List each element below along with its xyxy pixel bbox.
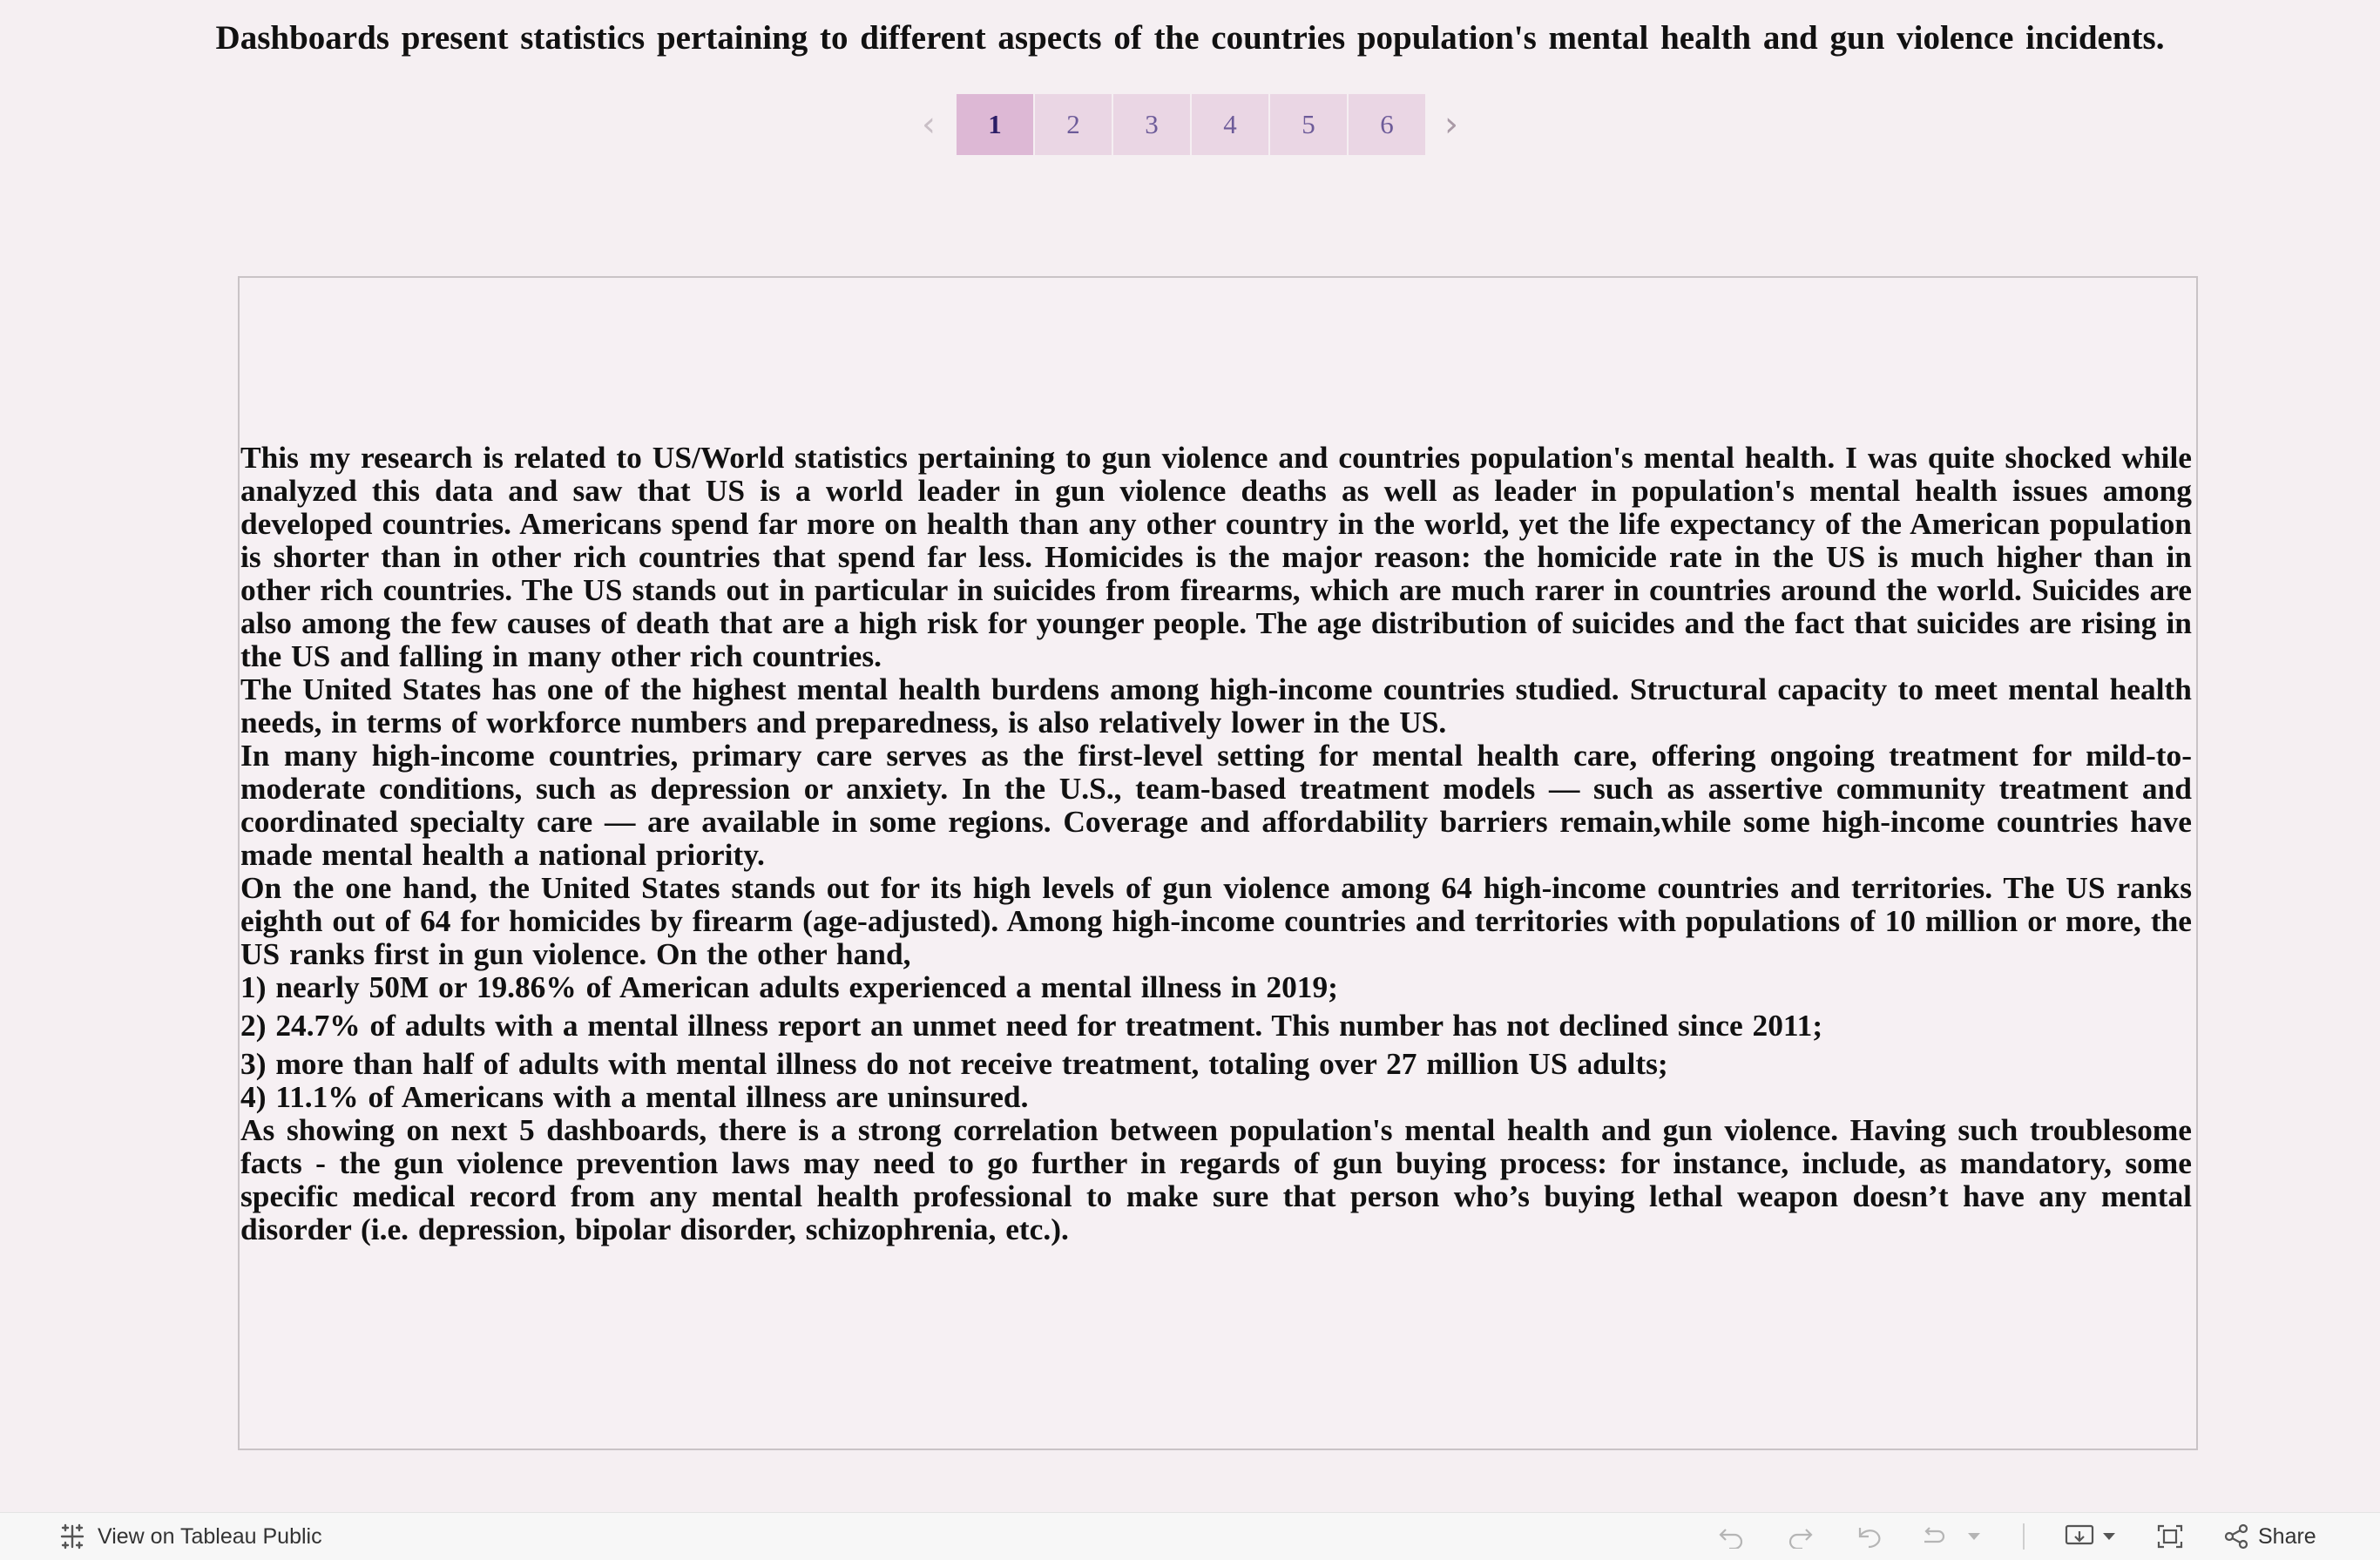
story-list-item-1: 1) nearly 50M or 19.86% of American adults experienced a mental illness in 2019; [240,969,1338,1004]
download-icon[interactable] [2065,1523,2120,1550]
dropdown-icon[interactable] [1964,1523,1984,1550]
page-title: Dashboards present statistics pertaining to different aspects of the countries population's mental health and gun violence incidents. [215,19,2165,57]
story-pagination [913,94,1467,155]
chevron-right-icon[interactable]: › [1444,105,1458,145]
fullscreen-icon[interactable] [2155,1523,2185,1550]
story-list-item-3: 3) more than half of adults with mental illness do not receive treatment, totaling over 27 million US adults; [240,1046,1668,1081]
page-button-4[interactable]: 4 [1192,94,1268,155]
story-text [240,441,2192,1246]
share-icon [2223,1523,2249,1550]
refresh-icon[interactable] [1918,1523,1948,1550]
revert-icon[interactable] [1856,1523,1885,1550]
story-paragraph-4: On the one hand, the United States stands out for its high levels of gun violence among 64 high-income countries and territories. The US ranks eighth out of 64 for homicides by firearm (age-adjusted). Among high-income countries and territories with populations of 10 million or more, the US ranks first in gun violence. On the other hand, [240,870,2192,971]
page-button-3[interactable]: 3 [1113,94,1190,155]
redo-icon[interactable] [1786,1523,1815,1550]
view-on-tableau-public-link[interactable] [57,1522,322,1551]
toolbar-divider [2023,1523,2025,1550]
story-text-panel [238,276,2198,1450]
story-paragraph-3: In many high-income countries, primary care serves as the first-level setting for mental health care, offering ongoing treatment for mild-to-moderate conditions, such as depression or anxiety. In the U.S., team-based treatment models — such as assertive community treatment and coordinated specialty care — are available in some regions. Coverage and affordability barriers remain,while some high-income countries have made mental health a national priority. [240,738,2192,872]
story-paragraph-1: This my research is related to US/World statistics pertaining to gun violence and countries population's mental health. I was quite shocked while analyzed this data and saw that US is a world leader in gun violence deaths as well as leader in population's mental health issues among developed countries. Americans spend far more on health than any other country in the world, yet the life expectancy of the American population is shorter than in other rich countries that spend far less. Homicides is the major reason: the homicide rate in the US is much higher than in other rich countries. The US stands out in particular in suicides from firearms, which are much rarer in countries around the world. Suicides are also among the few causes of death that are a high risk for younger people. The age distribution of suicides and the fact that suicides are rising in the US and falling in many other rich countries. [240,440,2192,673]
story-paragraph-2: The United States has one of the highest mental health burdens among high-income countries studied. Structural capacity to meet mental health needs, in terms of workforce numbers and preparedness, is also relatively lower in the US. [240,672,2192,739]
page-button-1[interactable]: 1 [957,94,1033,155]
story-list-item-4: 4) 11.1% of Americans with a mental illness are uninsured. [240,1079,1029,1114]
view-on-tableau-public-label: View on Tableau Public [98,1523,322,1549]
tableau-toolbar [0,1512,2380,1560]
undo-icon[interactable] [1716,1523,1746,1550]
story-list-item-2: 2) 24.7% of adults with a mental illness report an unmet need for treatment. This number has not declined since 2011; [240,1008,1823,1043]
tableau-logo-icon [57,1522,87,1551]
chevron-left-icon[interactable]: ‹ [922,105,936,145]
share-button[interactable] [2223,1522,2316,1551]
story-paragraph-5: As showing on next 5 dashboards, there is a strong correlation between population's mental health and gun violence. Having such troublesome facts - the gun violence prevention laws may need to go further in regards of gun buying process: for instance, include, as mandatory, some specific medical record from any mental health professional to make sure that person who’s buying lethal weapon doesn’t have any mental disorder (i.e. depression, bipolar disorder, schizophrenia, etc.). [240,1112,2192,1246]
page-button-5[interactable]: 5 [1270,94,1347,155]
share-label: Share [2258,1523,2316,1549]
page-button-2[interactable]: 2 [1035,94,1112,155]
page-button-6[interactable]: 6 [1349,94,1425,155]
